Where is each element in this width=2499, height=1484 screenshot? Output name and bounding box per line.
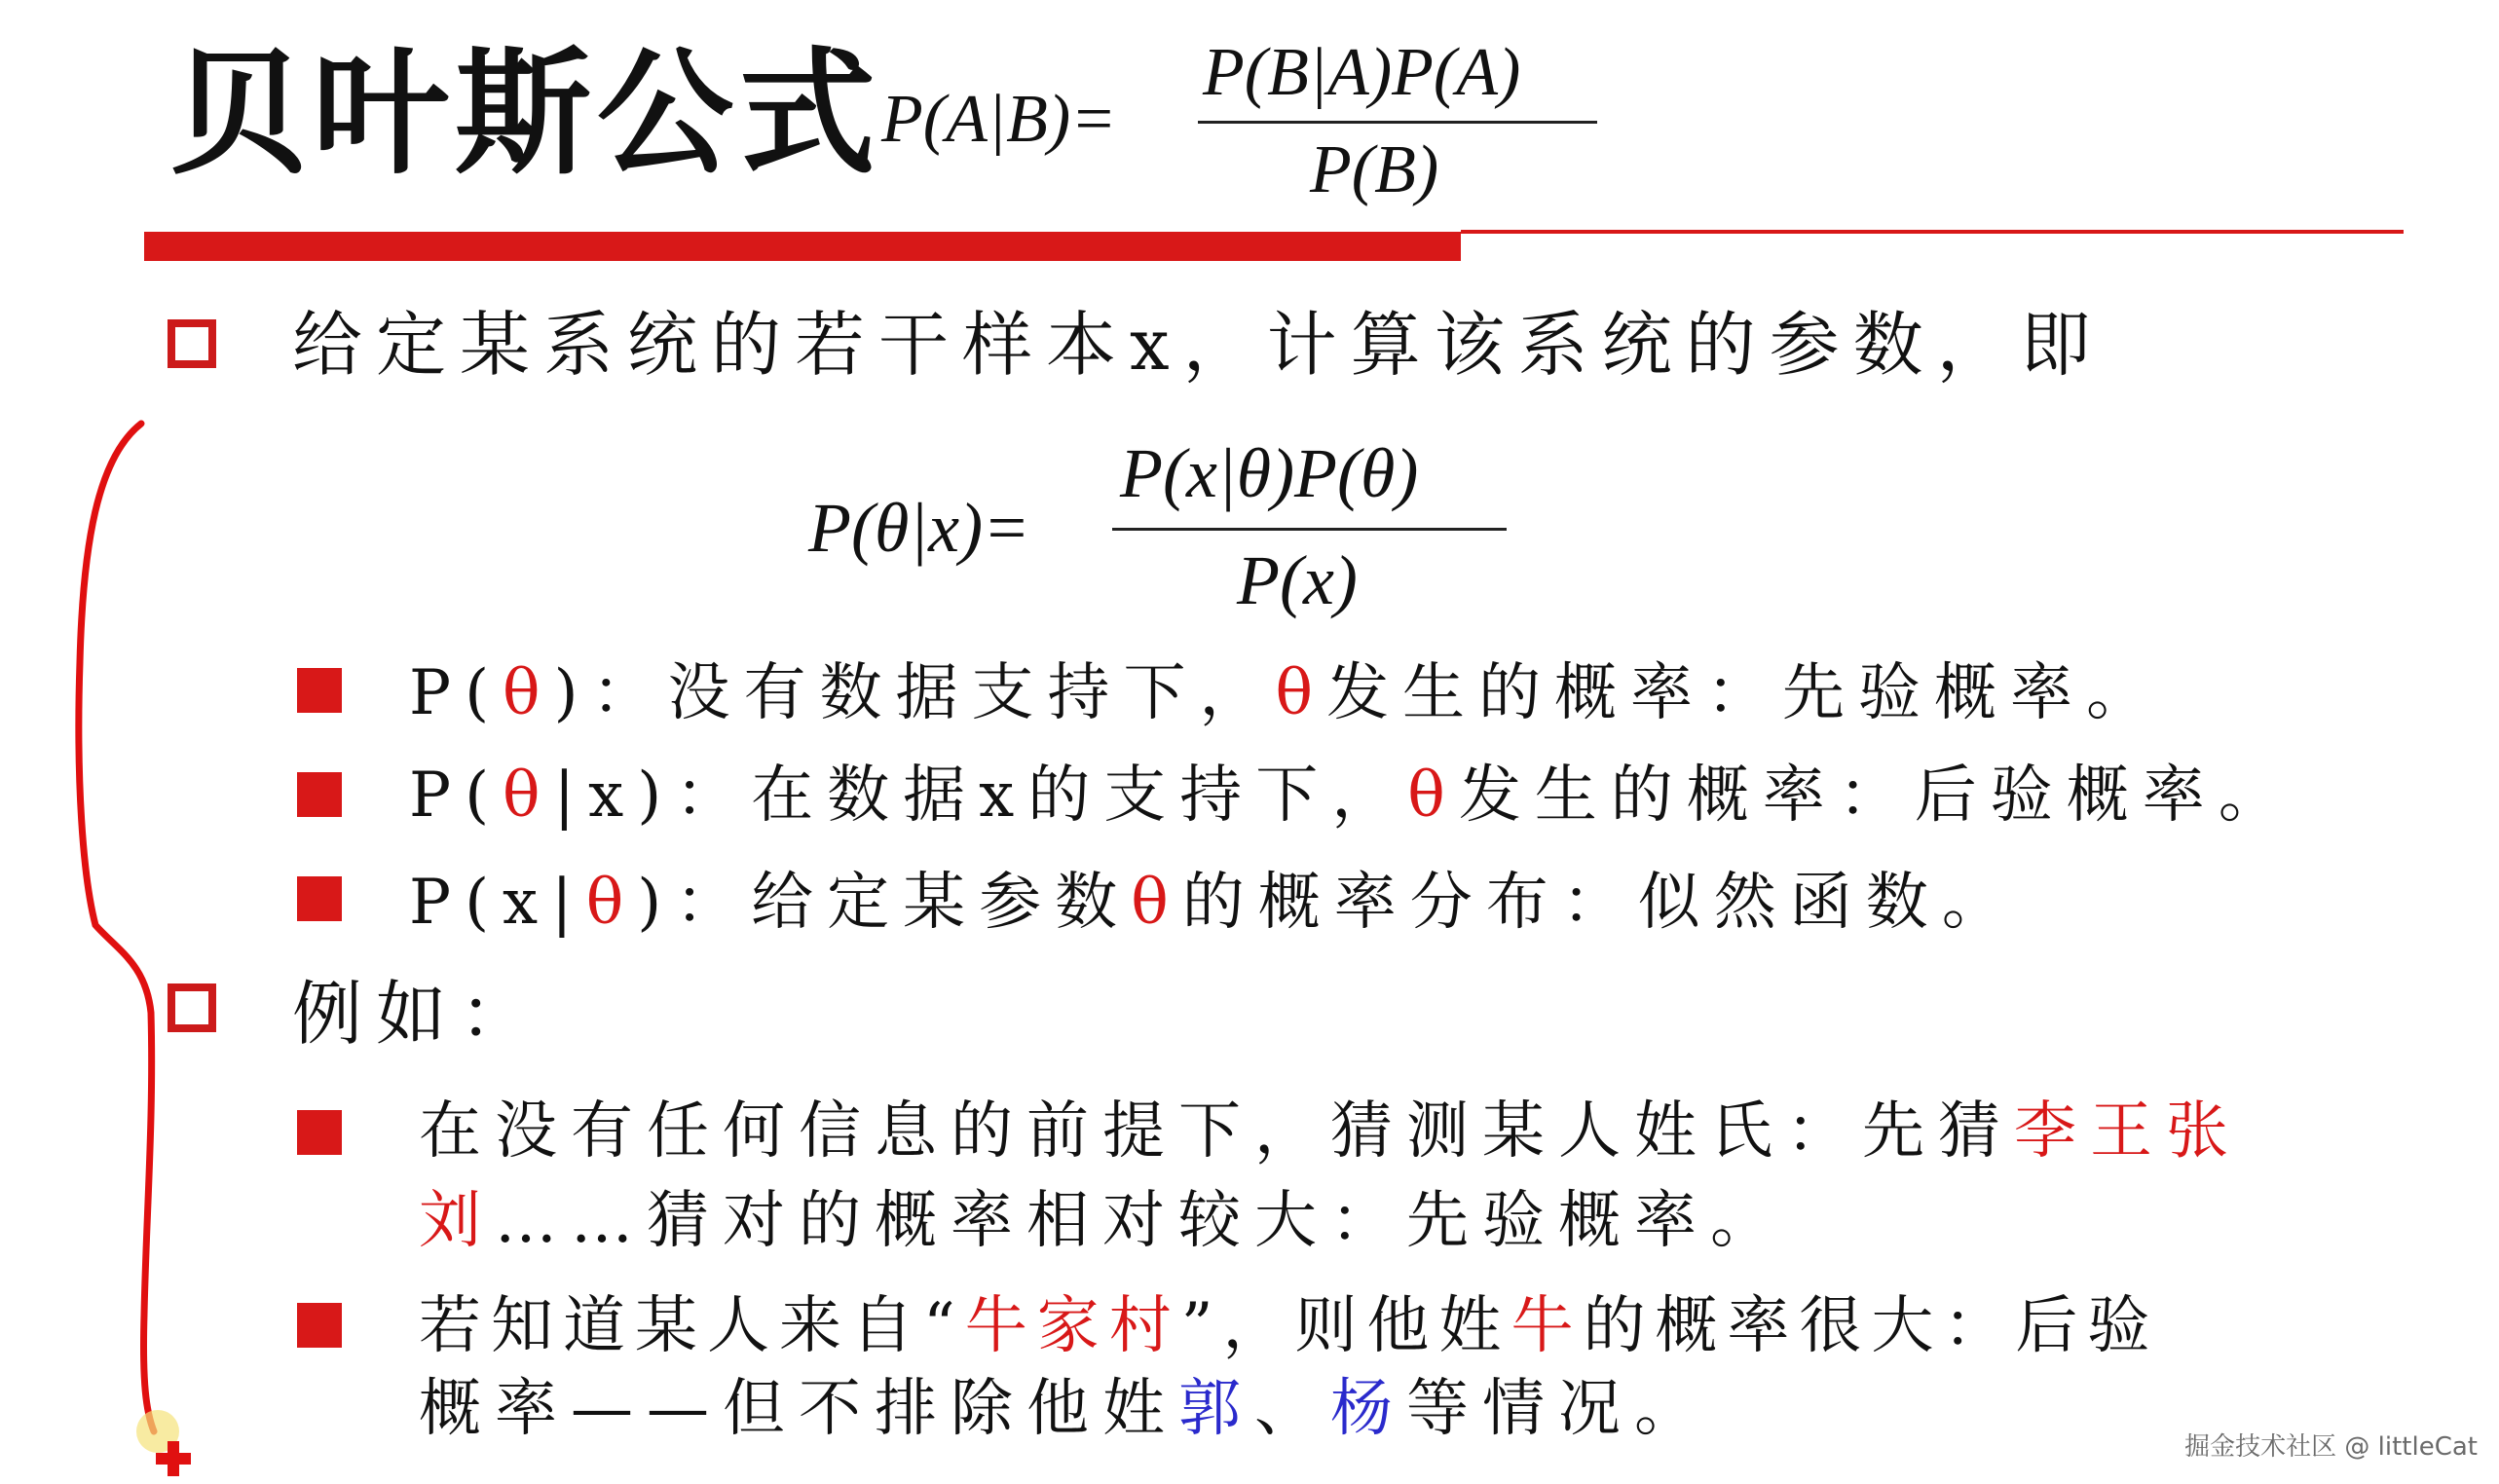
ex1-line2-b: ……猜对的概率相对较大：先验概率。 xyxy=(495,1185,1786,1257)
theta-formula-numerator: P(x|θ)P(θ) xyxy=(1120,434,1419,512)
sub2-theta-2: θ xyxy=(1407,760,1459,832)
ex2-line2-a: 概率——但不排除他姓 xyxy=(419,1373,1178,1445)
ex2-line1-e: 的概率很大：后验 xyxy=(1583,1290,2160,1362)
sub3-theta: θ xyxy=(585,867,638,939)
ex2-line1-c: ”，则他姓 xyxy=(1180,1290,1511,1362)
sub2-theta: θ xyxy=(503,760,554,832)
bayes-formula-numerator: P(B|A)P(A) xyxy=(1203,35,1521,110)
bayes-formula-lhs: P(A|B)= xyxy=(881,82,1117,157)
bullet-text-2: 例如： xyxy=(292,973,544,1055)
ex2-line2-e: 等情况。 xyxy=(1406,1373,1710,1445)
sub1-e: 发生的概率：先验概率。 xyxy=(1326,657,2163,729)
bayes-formula-denominator: P(B) xyxy=(1310,132,1439,207)
ex2-surname-niu: 牛 xyxy=(1511,1290,1584,1362)
theta-formula-denominator: P(x) xyxy=(1237,541,1358,619)
sub3-e: 的概率分布：似然函数。 xyxy=(1181,867,2018,939)
ex2-surname-yang: 杨 xyxy=(1330,1373,1406,1445)
sub1-a: P( xyxy=(409,657,504,729)
ex2-line1-a: 若知道某人来自“ xyxy=(419,1290,965,1362)
ex1-line1-a: 在没有任何信息的前提下，猜测某人姓氏：先猜 xyxy=(419,1095,2014,1168)
sub3-c: )：给定某参数 xyxy=(637,867,1132,939)
theta-formula-lhs: P(θ|x)= xyxy=(808,489,1030,567)
ex2-line2-c: 、 xyxy=(1254,1373,1330,1445)
sub3-a: P(x| xyxy=(409,867,586,939)
red-brace-stroke xyxy=(79,424,154,1431)
ex1-surname-liu: 刘 xyxy=(419,1185,495,1257)
ex2-surname-guo: 郭 xyxy=(1178,1373,1254,1445)
sub1-theta-2: θ xyxy=(1275,657,1327,729)
sub2-e: 发生的概率：后验概率。 xyxy=(1458,760,2294,832)
page-title: 贝叶斯公式 xyxy=(170,35,882,194)
sub1-c: )：没有数据支持下， xyxy=(553,657,1276,729)
bullet-text-1: 给定某系统的若干样本x，计算该系统的参数，即 xyxy=(292,304,2105,386)
sub2-c: |x)：在数据x的支持下， xyxy=(553,760,1408,832)
ex2-village: 牛家村 xyxy=(964,1290,1181,1362)
sub1-theta: θ xyxy=(503,657,554,729)
sub3-theta-2: θ xyxy=(1131,867,1182,939)
watermark: 掘金技术社区 @ littleCat xyxy=(2184,1432,2478,1462)
sub2-a: P( xyxy=(409,760,504,832)
ex1-surnames: 李王张 xyxy=(2014,1095,2242,1168)
